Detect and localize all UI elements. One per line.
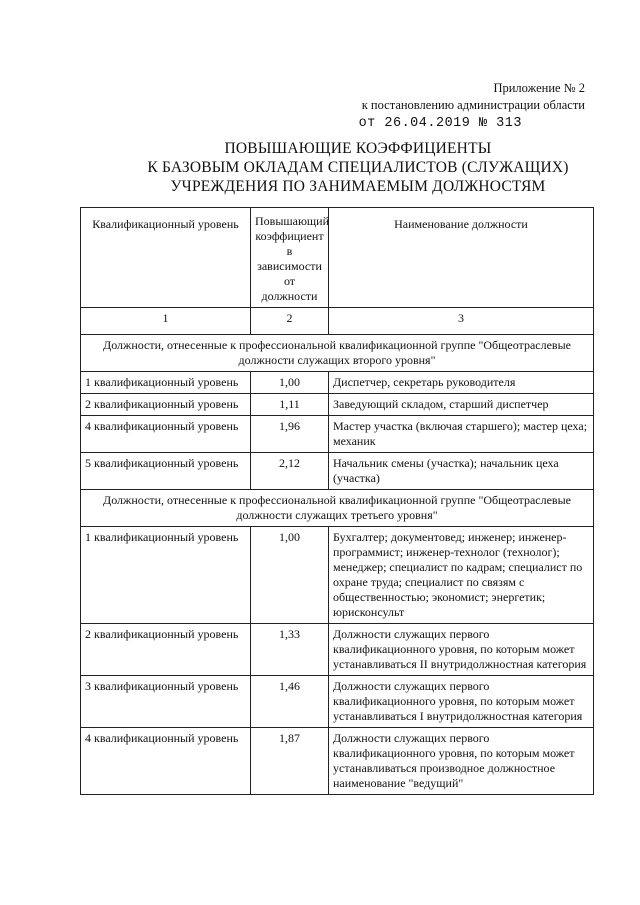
table-header-row xyxy=(81,208,594,308)
table-row xyxy=(81,527,594,624)
table-row xyxy=(81,728,594,795)
level-cell: 1 квалификационный уровень xyxy=(81,527,251,624)
position-cell: Должности служащих первого квалификационного уровня, по которым может устанавливаться II внутридолжностная категория xyxy=(329,624,594,676)
position-cell: Бухгалтер; документовед; инженер; инженер-программист; инженер-технолог (технолог); менеджер; специалист по кадрам; специалист по охране труда; специалист по связям с общественностью; экономист; энергетик; юрисконсульт xyxy=(329,527,594,624)
column-number: 3 xyxy=(329,308,594,335)
appendix-title: Приложение № 2 xyxy=(493,81,585,95)
column-number: 1 xyxy=(81,308,251,335)
level-cell: 5 квалификационный уровень xyxy=(81,453,251,490)
position-cell: Начальник смены (участка); начальник цеха (участка) xyxy=(329,453,594,490)
header-position-name: Наименование должности xyxy=(329,208,594,308)
resolution-number: от 26.04.2019 № 313 xyxy=(358,116,522,131)
position-cell: Должности служащих первого квалификационного уровня, по которым может устанавливаться I внутридолжностная категория xyxy=(329,676,594,728)
table-row xyxy=(81,372,594,394)
table-row xyxy=(81,676,594,728)
coefficient-cell: 1,00 xyxy=(251,527,329,624)
coefficients-table xyxy=(80,207,594,795)
position-cell: Мастер участка (включая старшего); мастер цеха; механик xyxy=(329,416,594,453)
group-heading-row xyxy=(81,335,594,372)
group-heading-row xyxy=(81,490,594,527)
level-cell: 2 квалификационный уровень xyxy=(81,394,251,416)
coefficient-cell: 1,87 xyxy=(251,728,329,795)
position-cell: Диспетчер, секретарь руководителя xyxy=(329,372,594,394)
level-cell: 4 квалификационный уровень xyxy=(81,416,251,453)
group-2-title: Должности, отнесенные к профессиональной квалификационной группе "Общеотраслевые должности служащих третьего уровня" xyxy=(81,490,594,527)
coefficient-cell: 2,12 xyxy=(251,453,329,490)
coefficient-cell: 1,11 xyxy=(251,394,329,416)
title-line-1: ПОВЫШАЮЩИЕ КОЭФФИЦИЕНТЫ xyxy=(224,140,492,157)
column-number: 2 xyxy=(251,308,329,335)
coefficient-cell: 1,00 xyxy=(251,372,329,394)
group-1-title: Должности, отнесенные к профессиональной квалификационной группе "Общеотраслевые должности служащих второго уровня" xyxy=(81,335,594,372)
column-number-row xyxy=(81,308,594,335)
coefficient-cell: 1,96 xyxy=(251,416,329,453)
position-cell: Заведующий складом, старший диспетчер xyxy=(329,394,594,416)
title-line-2: К БАЗОВЫМ ОКЛАДАМ СПЕЦИАЛИСТОВ (СЛУЖАЩИХ) xyxy=(147,159,569,176)
table-row xyxy=(81,453,594,490)
resolution-reference: к постановлению администрации области xyxy=(361,98,585,112)
table-row xyxy=(81,416,594,453)
appendix-header xyxy=(359,80,585,132)
level-cell: 1 квалификационный уровень xyxy=(81,372,251,394)
table-row xyxy=(81,394,594,416)
header-level: Квалификационный уровень xyxy=(81,208,251,308)
level-cell: 3 квалификационный уровень xyxy=(81,676,251,728)
header-coefficient: Повышающий коэффициент в зависимости от должности xyxy=(251,208,329,308)
coefficient-cell: 1,33 xyxy=(251,624,329,676)
position-cell: Должности служащих первого квалификационного уровня, по которым может устанавливаться производное должностное наименование "ведущий" xyxy=(329,728,594,795)
document-title xyxy=(0,139,640,196)
level-cell: 4 квалификационный уровень xyxy=(81,728,251,795)
title-line-3: УЧРЕЖДЕНИЯ ПО ЗАНИМАЕМЫМ ДОЛЖНОСТЯМ xyxy=(170,178,546,195)
table-row xyxy=(81,624,594,676)
level-cell: 2 квалификационный уровень xyxy=(81,624,251,676)
coefficient-cell: 1,46 xyxy=(251,676,329,728)
